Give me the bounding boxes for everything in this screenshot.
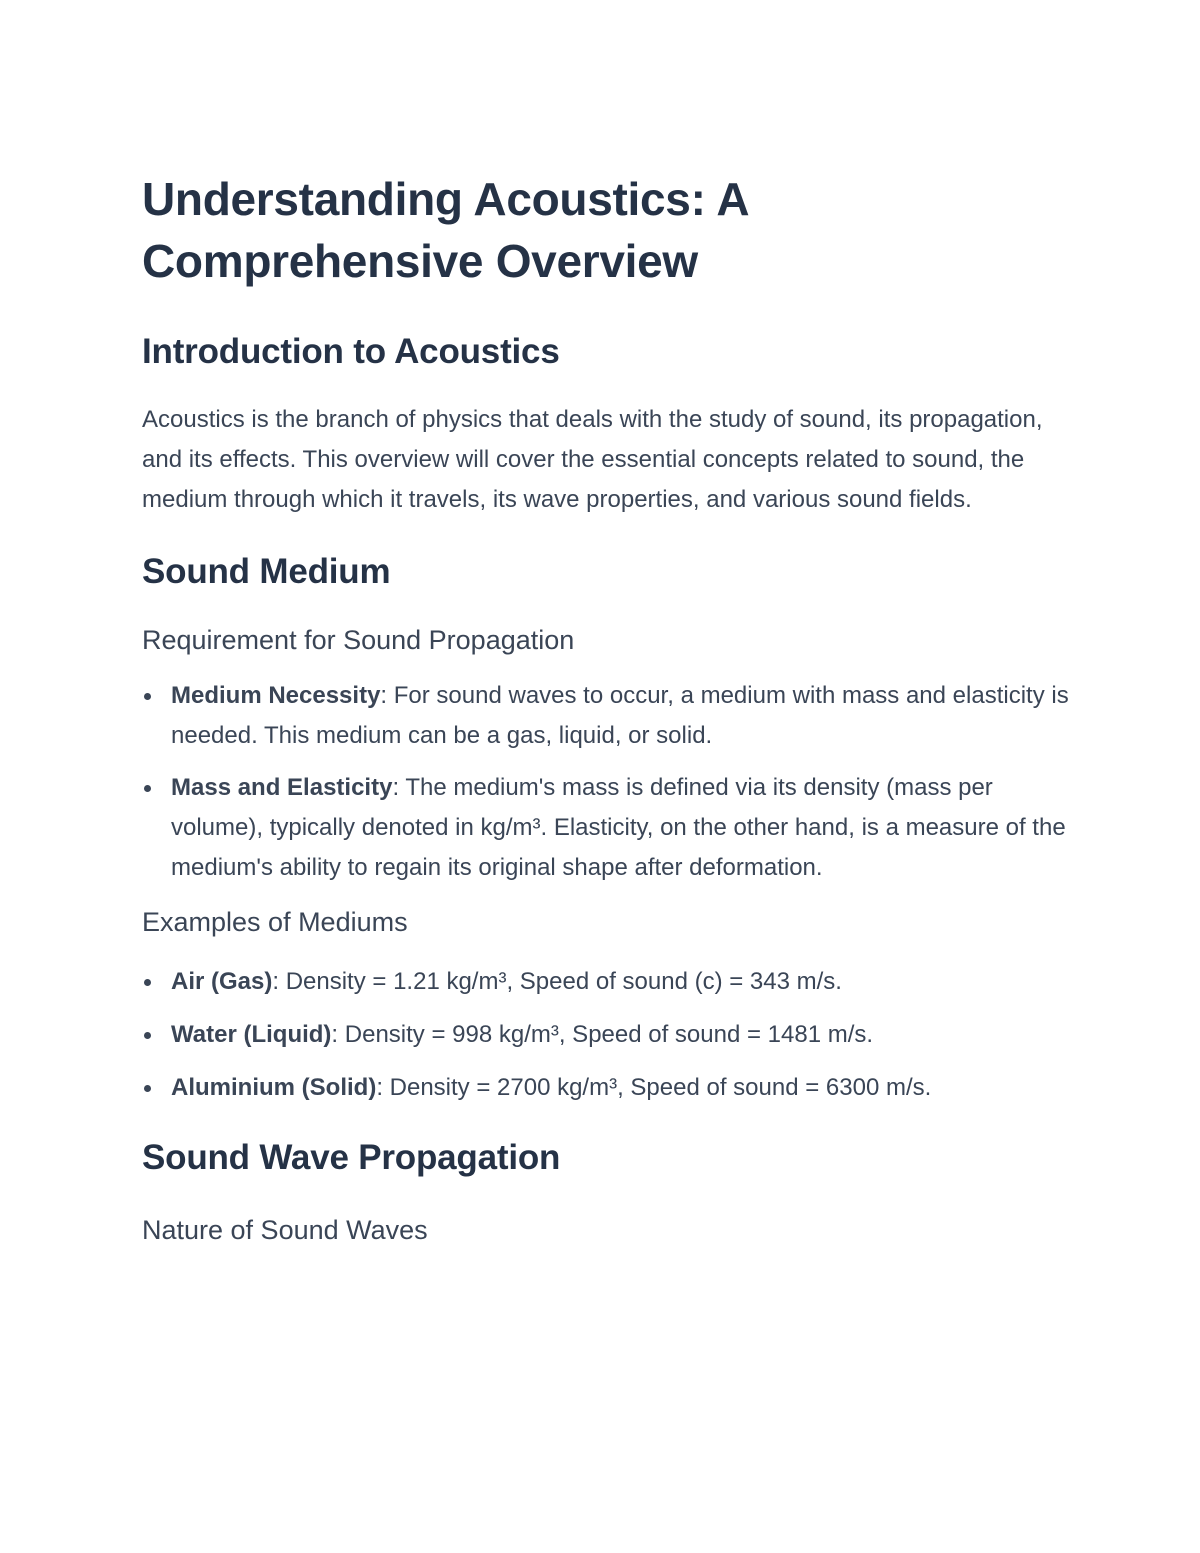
document-page (142, 168, 1072, 1248)
bullet-icon (144, 785, 151, 792)
section-heading-introduction: Introduction to Acoustics (142, 332, 560, 371)
list-item (142, 1015, 1072, 1055)
subheading-requirement: Requirement for Sound Propagation (142, 625, 575, 655)
bullet-icon (144, 1085, 151, 1092)
list-item-term: Air (Gas) (171, 968, 273, 995)
section-heading-sound-medium: Sound Medium (142, 552, 391, 591)
section-heading-wave-propagation: Sound Wave Propagation (142, 1138, 561, 1177)
document-title: Understanding Acoustics: A Comprehensive Overview (142, 173, 748, 287)
subheading-nature-of-sound-waves: Nature of Sound Waves (142, 1215, 428, 1245)
list-item-text: : Density = 998 kg/m³, Speed of sound = 1481 m/s. (331, 1021, 874, 1048)
list-item-text: : Density = 2700 kg/m³, Speed of sound = 6300 m/s. (376, 1074, 932, 1101)
examples-list (142, 962, 1072, 1108)
list-item (142, 768, 1072, 888)
list-item (142, 1068, 1072, 1108)
introduction-paragraph: Acoustics is the branch of physics that deals with the study of sound, its propagation, and its effects. This overview will cover the essential concepts related to sound, the medium through which it travels, its wave properties, and various sound fields. (142, 406, 1043, 513)
list-item-term: Aluminium (Solid) (171, 1074, 377, 1101)
list-item-term: Medium Necessity (171, 682, 381, 709)
list-item-text: : The medium's mass is defined via its density (mass per volume), typically denoted in kg/m³. Elasticity, on the other hand, is a measure of the medium's ability to regain its original shape after deformation. (171, 774, 1066, 881)
bullet-icon (144, 693, 151, 700)
bullet-icon (144, 1032, 151, 1039)
list-item-text: : For sound waves to occur, a medium with mass and elasticity is needed. This medium can be a gas, liquid, or solid. (171, 682, 1069, 749)
list-item-term: Mass and Elasticity (171, 774, 393, 801)
subheading-examples: Examples of Mediums (142, 907, 408, 937)
list-item (142, 962, 1072, 1002)
list-item (142, 676, 1072, 756)
requirement-list (142, 676, 1072, 888)
list-item-text: : Density = 1.21 kg/m³, Speed of sound (c) = 343 m/s. (272, 968, 842, 995)
list-item-term: Water (Liquid) (171, 1021, 332, 1048)
bullet-icon (144, 979, 151, 986)
